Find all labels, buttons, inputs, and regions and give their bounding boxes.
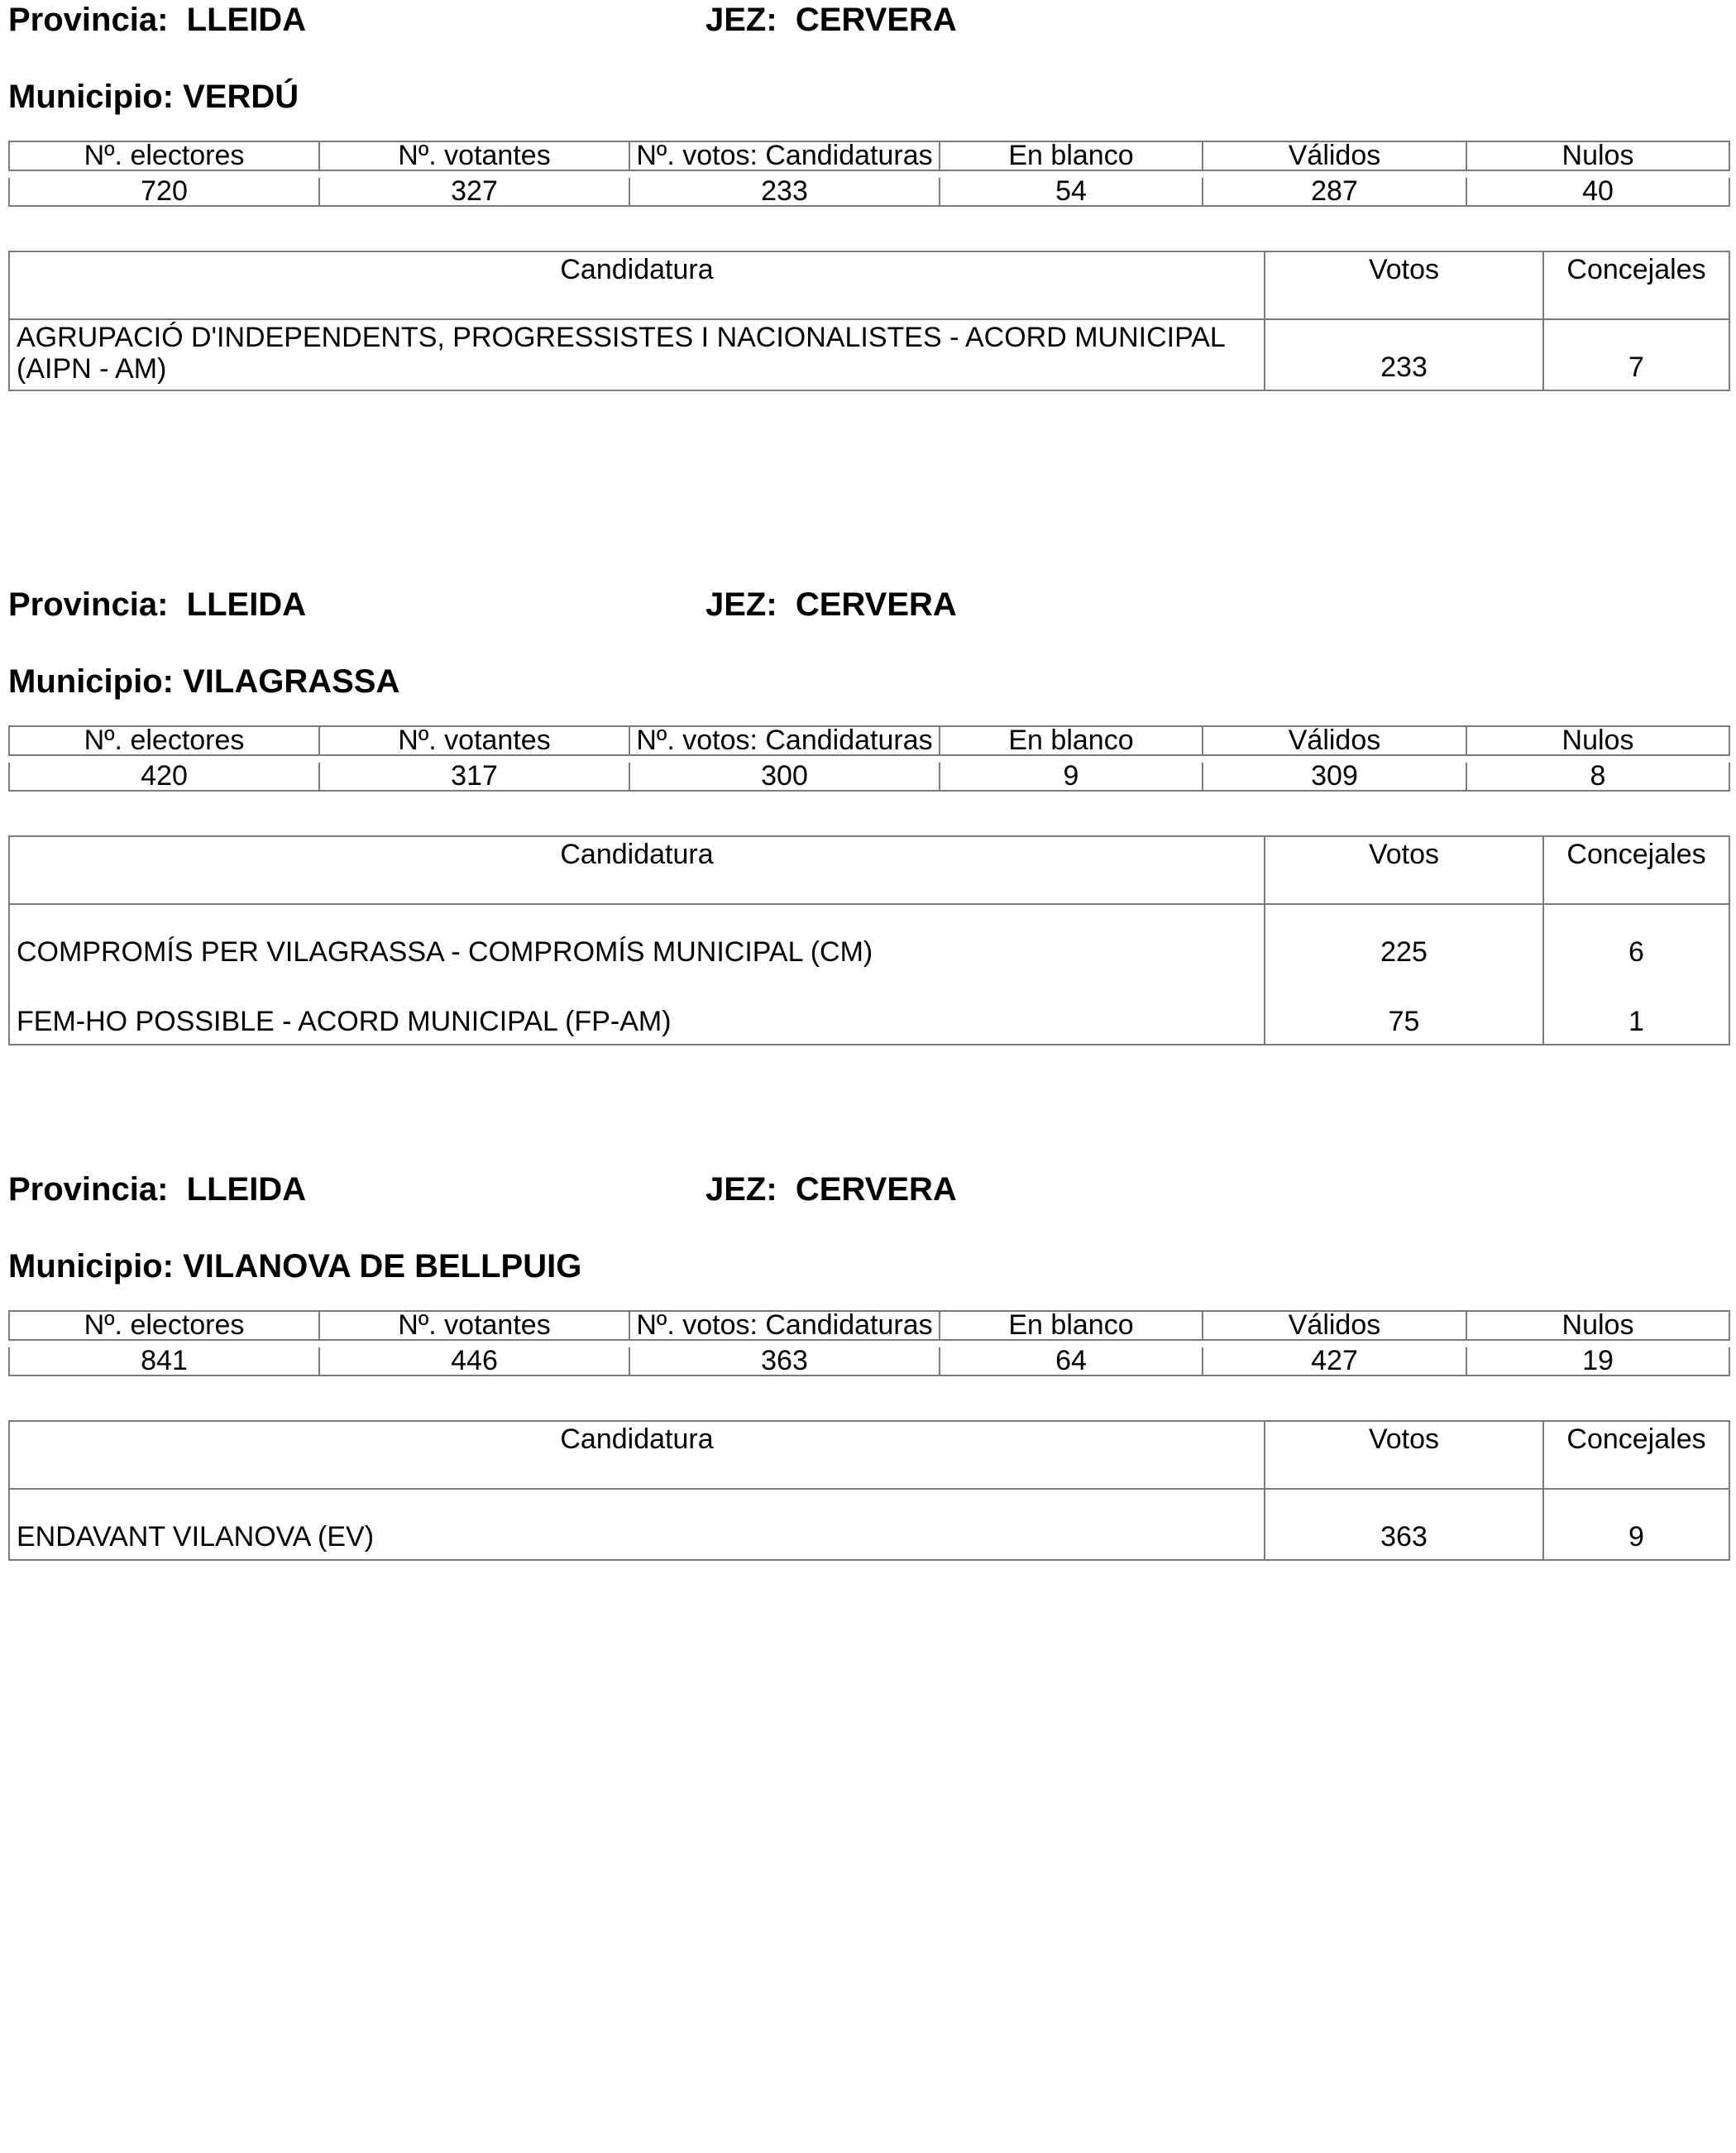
municipality-heading <box>8 77 299 117</box>
val-en-blanco: 64 <box>940 1347 1203 1376</box>
jez-value: CERVERA <box>795 586 957 623</box>
candidate-name: AGRUPACIÓ D'INDEPENDENTS, PROGRESSISTES I NACIONALISTES - ACORD MUNICIPAL (AIPN - AM) <box>9 319 1265 390</box>
candidate-votos: 225 <box>1265 904 1543 974</box>
val-votantes: 327 <box>319 178 629 206</box>
stats-values-row <box>9 1347 1729 1376</box>
candidates-header-row <box>9 251 1729 319</box>
candidate-row <box>9 1489 1729 1560</box>
municipality-heading <box>8 1246 581 1286</box>
col-concejales: Concejales <box>1543 1421 1729 1489</box>
municipality-value: VILAGRASSA <box>183 663 400 700</box>
candidate-votos: 75 <box>1265 974 1543 1045</box>
val-votantes: 446 <box>319 1347 629 1376</box>
col-candidatura: Candidatura <box>9 836 1265 904</box>
municipality-value: VERDÚ <box>183 79 299 115</box>
candidate-row <box>9 319 1729 390</box>
val-validos: 287 <box>1203 178 1466 206</box>
province-heading <box>8 1170 306 1209</box>
candidate-concejales: 9 <box>1543 1489 1729 1560</box>
stats-table <box>8 1310 1730 1376</box>
col-votos: Votos <box>1265 836 1543 904</box>
val-nulos: 8 <box>1466 763 1729 791</box>
candidate-row <box>9 974 1729 1045</box>
stats-header-row <box>9 1311 1729 1340</box>
col-votantes: Nº. votantes <box>319 1311 629 1340</box>
municipality-block-vilagrassa <box>8 585 1729 1048</box>
col-en-blanco: En blanco <box>940 141 1203 170</box>
province-value: LLEIDA <box>186 2 307 38</box>
val-en-blanco: 9 <box>940 763 1203 791</box>
col-validos: Válidos <box>1203 1311 1466 1340</box>
candidate-name: ENDAVANT VILANOVA (EV) <box>9 1489 1265 1560</box>
val-votos-candidaturas: 233 <box>629 178 940 206</box>
col-nulos: Nulos <box>1466 1311 1729 1340</box>
candidates-table <box>8 251 1730 391</box>
jez-heading <box>705 0 957 40</box>
col-concejales: Concejales <box>1543 251 1729 319</box>
col-validos: Válidos <box>1203 726 1466 755</box>
province-label: Provincia: <box>8 1171 169 1208</box>
val-validos: 427 <box>1203 1347 1466 1376</box>
stats-values-row <box>9 763 1729 791</box>
stats-header-row <box>9 141 1729 170</box>
col-votos: Votos <box>1265 251 1543 319</box>
jez-heading <box>705 585 957 624</box>
candidate-name: COMPROMÍS PER VILAGRASSA - COMPROMÍS MUNICIPAL (CM) <box>9 904 1265 974</box>
jez-value: CERVERA <box>795 1171 957 1208</box>
province-label: Provincia: <box>8 586 169 623</box>
municipality-label: Municipio: <box>8 79 174 115</box>
candidate-concejales: 1 <box>1543 974 1729 1045</box>
val-votantes: 317 <box>319 763 629 791</box>
jez-label: JEZ: <box>705 586 777 623</box>
val-electores: 420 <box>9 763 319 791</box>
col-votos-candidaturas: Nº. votos: Candidaturas <box>629 1311 940 1340</box>
municipality-label: Municipio: <box>8 663 174 700</box>
candidates-header-row <box>9 836 1729 904</box>
val-electores: 720 <box>9 178 319 206</box>
jez-label: JEZ: <box>705 2 777 38</box>
municipality-block-verdu <box>8 0 1729 463</box>
col-electores: Nº. electores <box>9 726 319 755</box>
val-nulos: 40 <box>1466 178 1729 206</box>
province-label: Provincia: <box>8 2 169 38</box>
candidates-header-row <box>9 1421 1729 1489</box>
col-votantes: Nº. votantes <box>319 141 629 170</box>
col-nulos: Nulos <box>1466 726 1729 755</box>
municipality-heading <box>8 662 399 701</box>
province-heading <box>8 585 306 624</box>
val-validos: 309 <box>1203 763 1466 791</box>
candidate-votos: 233 <box>1265 319 1543 390</box>
col-votos: Votos <box>1265 1421 1543 1489</box>
candidates-table <box>8 1420 1730 1561</box>
province-heading <box>8 0 306 40</box>
col-votos-candidaturas: Nº. votos: Candidaturas <box>629 141 940 170</box>
candidate-concejales: 7 <box>1543 319 1729 390</box>
col-votos-candidaturas: Nº. votos: Candidaturas <box>629 726 940 755</box>
val-nulos: 19 <box>1466 1347 1729 1376</box>
val-electores: 841 <box>9 1347 319 1376</box>
val-votos-candidaturas: 363 <box>629 1347 940 1376</box>
col-en-blanco: En blanco <box>940 726 1203 755</box>
val-en-blanco: 54 <box>940 178 1203 206</box>
col-validos: Válidos <box>1203 141 1466 170</box>
province-value: LLEIDA <box>186 586 307 623</box>
stats-table <box>8 141 1730 207</box>
col-electores: Nº. electores <box>9 141 319 170</box>
jez-label: JEZ: <box>705 1171 777 1208</box>
col-electores: Nº. electores <box>9 1311 319 1340</box>
municipality-value: VILANOVA DE BELLPUIG <box>183 1248 582 1285</box>
candidate-concejales: 6 <box>1543 904 1729 974</box>
candidate-name: FEM-HO POSSIBLE - ACORD MUNICIPAL (FP-AM) <box>9 974 1265 1045</box>
stats-values-row <box>9 178 1729 206</box>
stats-table <box>8 725 1730 792</box>
col-candidatura: Candidatura <box>9 251 1265 319</box>
municipality-label: Municipio: <box>8 1248 174 1285</box>
candidate-row <box>9 904 1729 974</box>
jez-value: CERVERA <box>795 2 957 38</box>
province-value: LLEIDA <box>186 1171 307 1208</box>
col-concejales: Concejales <box>1543 836 1729 904</box>
col-votantes: Nº. votantes <box>319 726 629 755</box>
col-en-blanco: En blanco <box>940 1311 1203 1340</box>
municipality-block-vilanova-de-bellpuig <box>8 1170 1729 1633</box>
col-nulos: Nulos <box>1466 141 1729 170</box>
val-votos-candidaturas: 300 <box>629 763 940 791</box>
jez-heading <box>705 1170 957 1209</box>
col-candidatura: Candidatura <box>9 1421 1265 1489</box>
candidates-table <box>8 835 1730 1045</box>
stats-header-row <box>9 726 1729 755</box>
candidate-votos: 363 <box>1265 1489 1543 1560</box>
